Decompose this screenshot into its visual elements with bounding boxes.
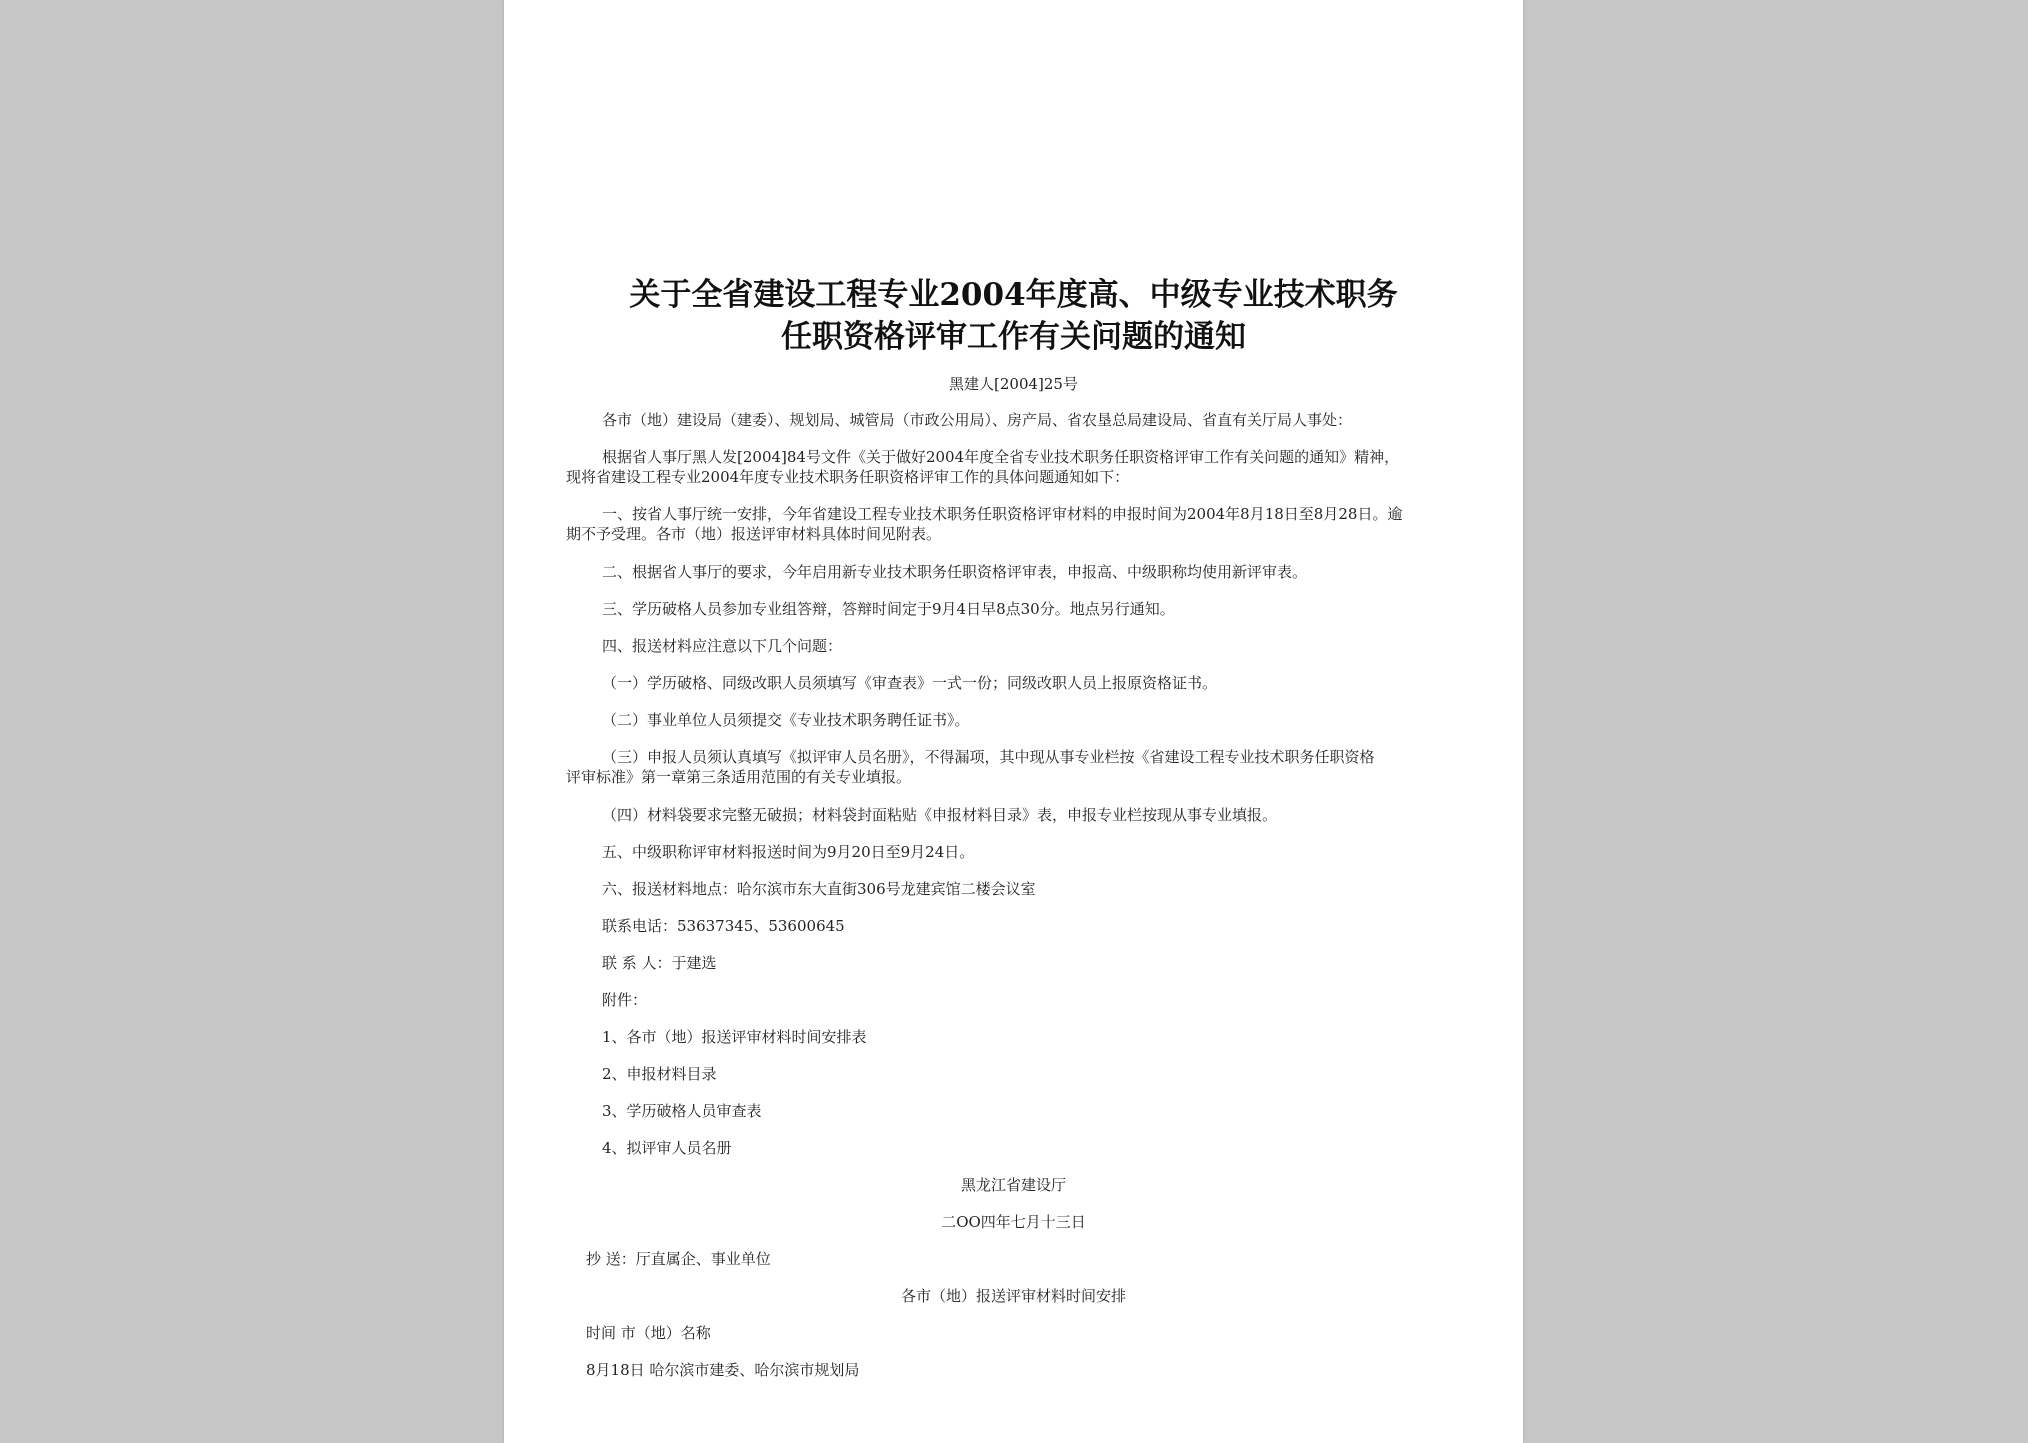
- attachment-3: 3、学历破格人员审查表: [602, 1102, 762, 1120]
- item-4-sub-4: （四）材料袋要求完整无破损；材料袋封面粘贴《申报材料目录》表，申报专业栏按现从事专业填报。: [602, 806, 1278, 824]
- item-1-line-1: 一、按省人事厅统一安排，今年省建设工程专业技术职务任职资格评审材料的申报时间为2004年8月18日至8月28日。逾: [602, 505, 1403, 523]
- attachment-4: 4、拟评审人员名册: [602, 1139, 732, 1157]
- document-number: 黑建人[2004]25号: [949, 375, 1078, 393]
- item-1-line-2: 期不予受理。各市（地）报送评审材料具体时间见附表。: [566, 525, 942, 543]
- item-4: 四、报送材料应注意以下几个问题：: [602, 637, 843, 655]
- item-4-sub-3-line-2: 评审标准》第一章第三条适用范围的有关专业填报。: [566, 768, 912, 786]
- schedule-row: 8月18日 哈尔滨市建委、哈尔滨市规划局: [586, 1361, 860, 1379]
- item-6: 六、报送材料地点：哈尔滨市东大直街306号龙建宾馆二楼会议室: [602, 880, 1036, 898]
- addressee: 各市（地）建设局（建委）、规划局、城管局（市政公用局）、房产局、省农垦总局建设局、省直有关厅局人事处：: [602, 411, 1353, 429]
- cc-line: 抄 送：厅直属企、事业单位: [586, 1250, 771, 1268]
- contact-person: 联 系 人：于建选: [602, 954, 717, 972]
- document-title-line1: 关于全省建设工程专业2004年度高、中级专业技术职务: [629, 277, 1398, 313]
- item-4-sub-2: （二）事业单位人员须提交《专业技术职务聘任证书》。: [602, 711, 970, 729]
- attachment-2: 2、申报材料目录: [602, 1065, 717, 1083]
- intro-line-2: 现将省建设工程专业2004年度专业技术职务任职资格评审工作的具体问题通知如下：: [566, 468, 1130, 486]
- document-page: [504, 0, 1523, 1443]
- attachment-1: 1、各市（地）报送评审材料时间安排表: [602, 1028, 867, 1046]
- intro-line-1: 根据省人事厅黑人发[2004]84号文件《关于做好2004年度全省专业技术职务任职资格评审工作有关问题的通知》精神，: [602, 448, 1400, 466]
- item-3: 三、学历破格人员参加专业组答辩，答辩时间定于9月4日早8点30分。地点另行通知。: [602, 600, 1175, 618]
- attachments-label: 附件：: [602, 991, 648, 1009]
- issuer: 黑龙江省建设厅: [960, 1176, 1066, 1194]
- document-title-line2: 任职资格评审工作有关问题的通知: [781, 319, 1246, 355]
- item-5: 五、中级职称评审材料报送时间为9月20日至9月24日。: [602, 843, 975, 861]
- item-2: 二、根据省人事厅的要求，今年启用新专业技术职务任职资格评审表，申报高、中级职称均使用新评审表。: [602, 563, 1308, 581]
- item-4-sub-3-line-1: （三）申报人员须认真填写《拟评审人员名册》，不得漏项，其中现从事专业栏按《省建设工程专业技术职务任职资格: [602, 748, 1375, 766]
- contact-phone: 联系电话：53637345、53600645: [602, 917, 845, 935]
- item-4-sub-1: （一）学历破格、同级改职人员须填写《审查表》一式一份；同级改职人员上报原资格证书。: [602, 674, 1218, 692]
- schedule-header: 时间 市（地）名称: [586, 1324, 711, 1342]
- issue-date: 二OO四年七月十三日: [941, 1213, 1086, 1231]
- schedule-title: 各市（地）报送评审材料时间安排: [900, 1287, 1126, 1305]
